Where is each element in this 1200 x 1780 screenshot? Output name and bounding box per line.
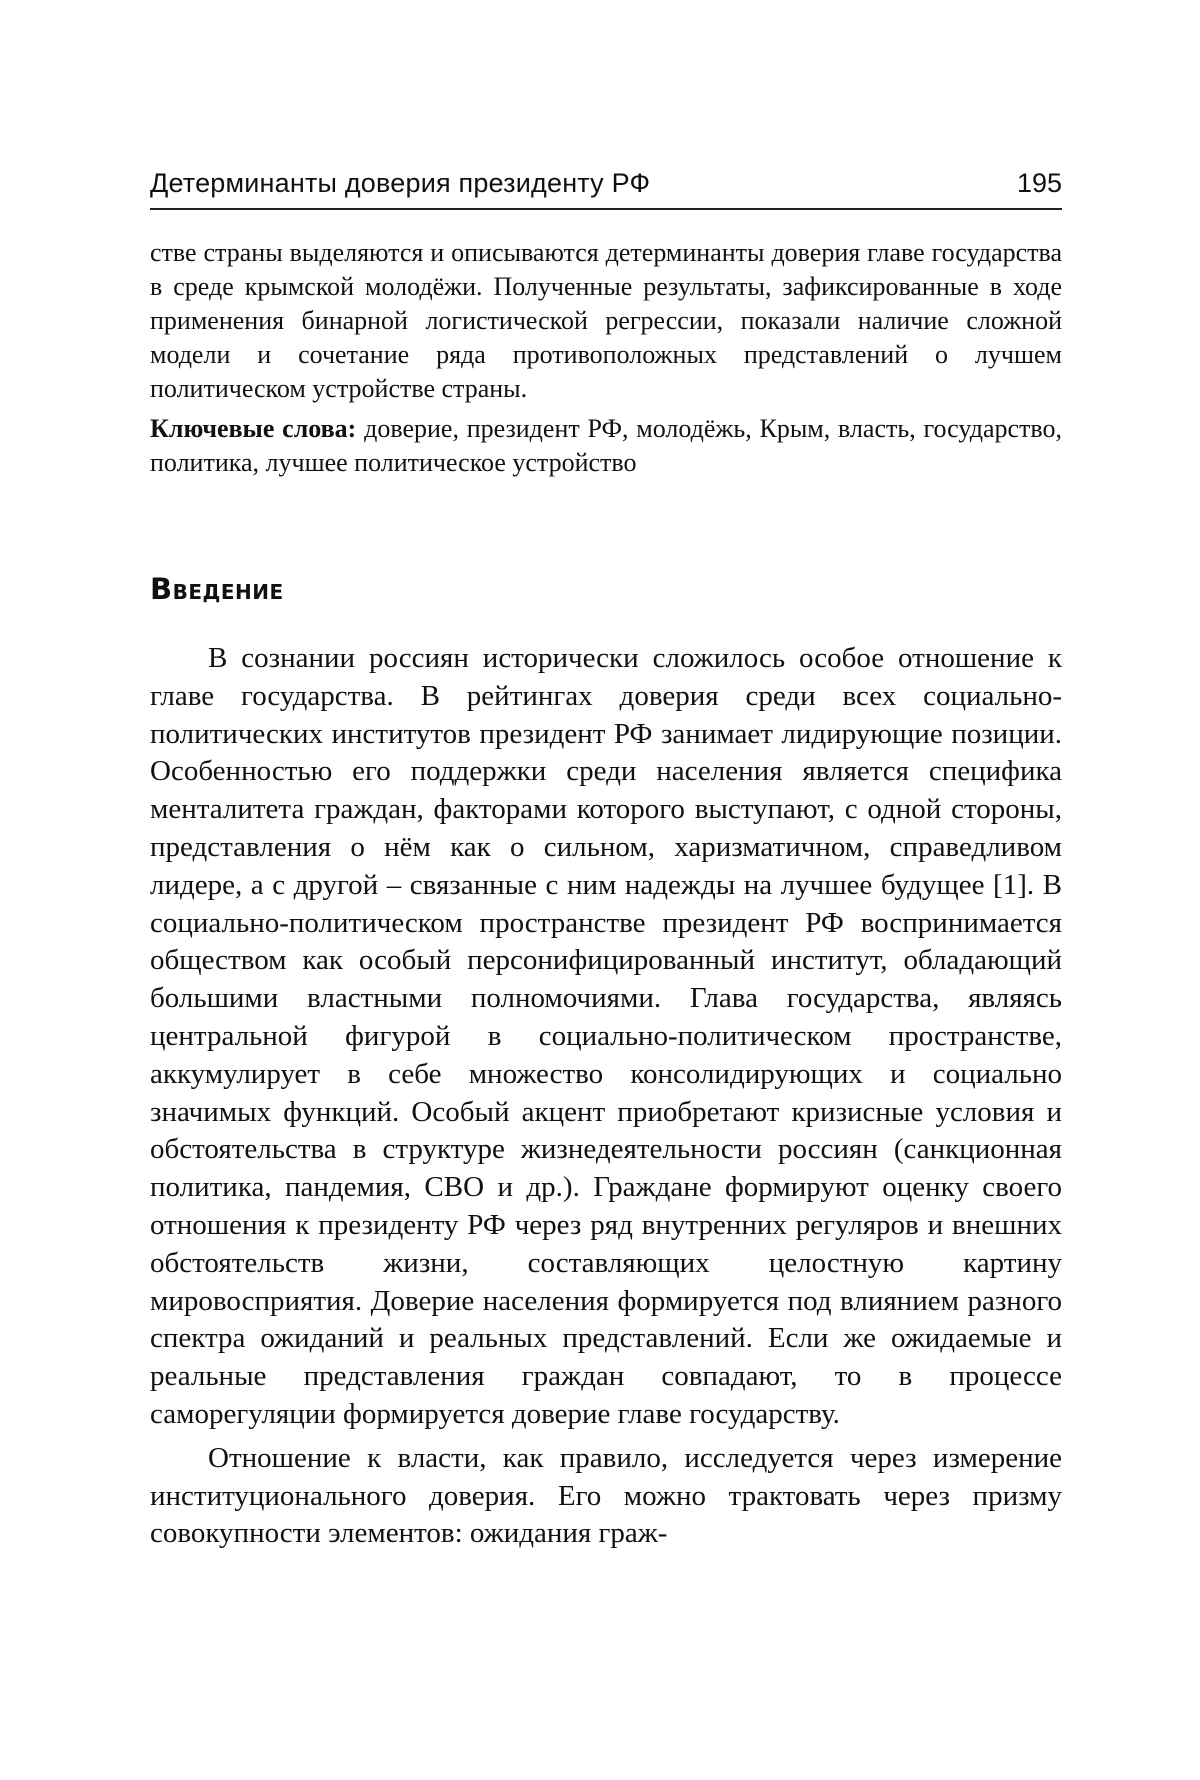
keywords-label: Ключевые слова: [150, 414, 357, 443]
section-body [150, 640, 1062, 1553]
paragraph: В сознании россиян исторически сложилось особое отношение к главе государства. В рейтингах доверия среди всех социально-политических институтов президент РФ занимает лидирующие позиции. Особенностью его поддержки среди населения является специфика менталитета граждан, факторами которого выступают, с одной стороны, представления о нём как о сильном, харизматичном, справедливом лидере, а с другой – связанные с ним надежды на лучшее будущее [1]. В социально-политическом пространстве президент РФ воспринимается обществом как особый персонифицированный институт, обладающий большими властными полномочиями. Глава государства, являясь центральной фигурой в социально-политическом пространстве, аккумулирует в себе множество консолидирующих и социально значимых функций. Особый акцент приобретают кризисные условия и обстоятельства в структуре жизнедеятельности россиян (санкционная политика, пандемия, СВО и др.). Граждане формируют оценку своего отношения к президенту РФ через ряд внутренних регуляров и внешних обстоятельств жизни, составляющих целостную картину мировосприятия. Доверие населения формируется под влиянием разного спектра ожиданий и реальных представлений. Если же ожидаемые и реальные представления граждан совпадают, то в процессе саморегуляции формируется доверие главе государству. [150, 642, 1062, 1430]
page-number: 195 [1016, 168, 1062, 198]
running-title: Детерминанты доверия президенту РФ [150, 168, 651, 198]
document-page [150, 0, 1062, 1780]
paragraph: Отношение к власти, как правило, исследуется через измерение институционального доверия. Его можно трактовать через призму совокупности элементов: ожидания граж- [150, 1441, 1062, 1550]
keywords-list: доверие, президент РФ, молодёжь, Крым, власть, государство, политика, лучшее политическое устройство [150, 414, 1062, 477]
section-heading: Введение [150, 572, 284, 606]
abstract-text: стве страны выделяются и описываются детерминанты доверия главе государства в среде крымской молодёжи. Полученные результаты, зафиксированные в ходе применения бинарной логистической регрессии, показали наличие сложной модели и сочетание ряда противоположных представлений о лучшем политическом устройстве страны. [150, 238, 1062, 403]
abstract [150, 236, 1062, 480]
keywords [150, 412, 1062, 480]
running-header [150, 168, 1062, 210]
